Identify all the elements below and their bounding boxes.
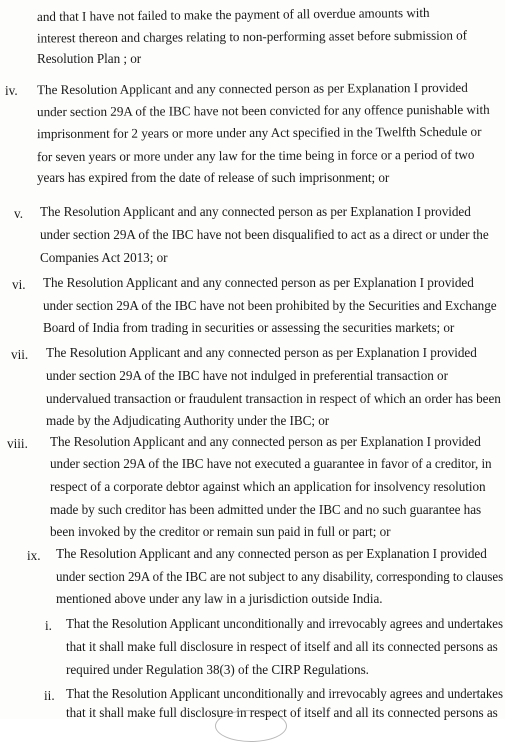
- item-line: for seven years or more under any law for the time being in force or a period of two: [36, 146, 475, 165]
- item-line: undervalued transaction or fraudulent transaction in respect of which an order has been: [46, 391, 501, 406]
- item-line: mentioned above under any law in a jurisdiction outside India.: [56, 591, 383, 606]
- item-line: The Resolution Applicant and any connected person as per Explanation I provided: [56, 546, 487, 561]
- item-line: under section 29A of the IBC have not been convicted for any offence punishable with: [36, 101, 490, 120]
- item-line: made by such creditor has been admitted under the IBC and no such guarantee has: [50, 502, 482, 517]
- subitem-line: That the Resolution Applicant unconditionally and irrevocably agrees and undertakes: [66, 616, 503, 631]
- item-line: under section 29A of the IBC have not been prohibited by the Securities and Exchange: [43, 298, 497, 313]
- intro-line: Resolution Plan ; or: [37, 51, 142, 66]
- item-number: iv.: [5, 83, 18, 98]
- subitem-number: i.: [45, 618, 52, 633]
- item-number: vi.: [12, 277, 26, 292]
- subitem-line: That the Resolution Applicant unconditionally and irrevocably agrees and undertakes: [66, 686, 503, 701]
- item-number: ix.: [27, 548, 41, 563]
- item-line: made by the Adjudicating Authority under the IBC; or: [46, 413, 330, 428]
- item-line: been invoked by the creditor or remain sun paid in full or part; or: [50, 524, 391, 539]
- intro-line: and that I have not failed to make the payment of all overdue amounts with: [36, 4, 430, 25]
- item-line: Companies Act 2013; or: [40, 250, 168, 265]
- item-line: The Resolution Applicant and any connected person as per Explanation I provided: [43, 275, 474, 290]
- item-line: under section 29A of the IBC are not subject to any disability, corresponding to clauses: [56, 569, 504, 584]
- item-line: years has expired from the date of release of such imprisonment; or: [37, 170, 390, 185]
- subitem-line: that it shall make full disclosure in respect of itself and all its connected persons as: [66, 639, 498, 654]
- subitem-line: that it shall make full disclosure in respect of itself and all its connected persons as: [66, 705, 498, 720]
- item-number: vii.: [11, 347, 29, 362]
- item-line: under section 29A of the IBC have not been disqualified to act as a direct or under the: [40, 227, 489, 242]
- item-line: respect of a corporate debtor against which an application for insolvency resolution: [50, 479, 486, 494]
- item-line: imprisonment for 2 years or more under any Act specified in the Twelfth Schedule or: [36, 123, 482, 142]
- stamp-mark: [215, 710, 287, 742]
- item-line: The Resolution Applicant and any connected person as per Explanation I provided: [40, 204, 471, 219]
- item-number: v.: [14, 206, 24, 221]
- item-line: under section 29A of the IBC have not executed a guarantee in favor of a creditor, in: [50, 456, 492, 471]
- item-line: Board of India from trading in securities or assessing the securities markets; or: [43, 320, 455, 335]
- subitem-line: required under Regulation 38(3) of the CIRP Regulations.: [66, 662, 369, 677]
- item-line: The Resolution Applicant and any connected person as per Explanation I provided: [36, 79, 468, 98]
- intro-line: interest thereon and charges relating to non-performing asset before submission of: [36, 27, 468, 46]
- item-line: under section 29A of the IBC have not indulged in preferential transaction or: [46, 368, 448, 383]
- item-line: The Resolution Applicant and any connected person as per Explanation I provided: [50, 434, 481, 449]
- subitem-number: ii.: [44, 688, 55, 703]
- item-number: viii.: [7, 436, 28, 451]
- item-line: The Resolution Applicant and any connected person as per Explanation I provided: [46, 345, 477, 360]
